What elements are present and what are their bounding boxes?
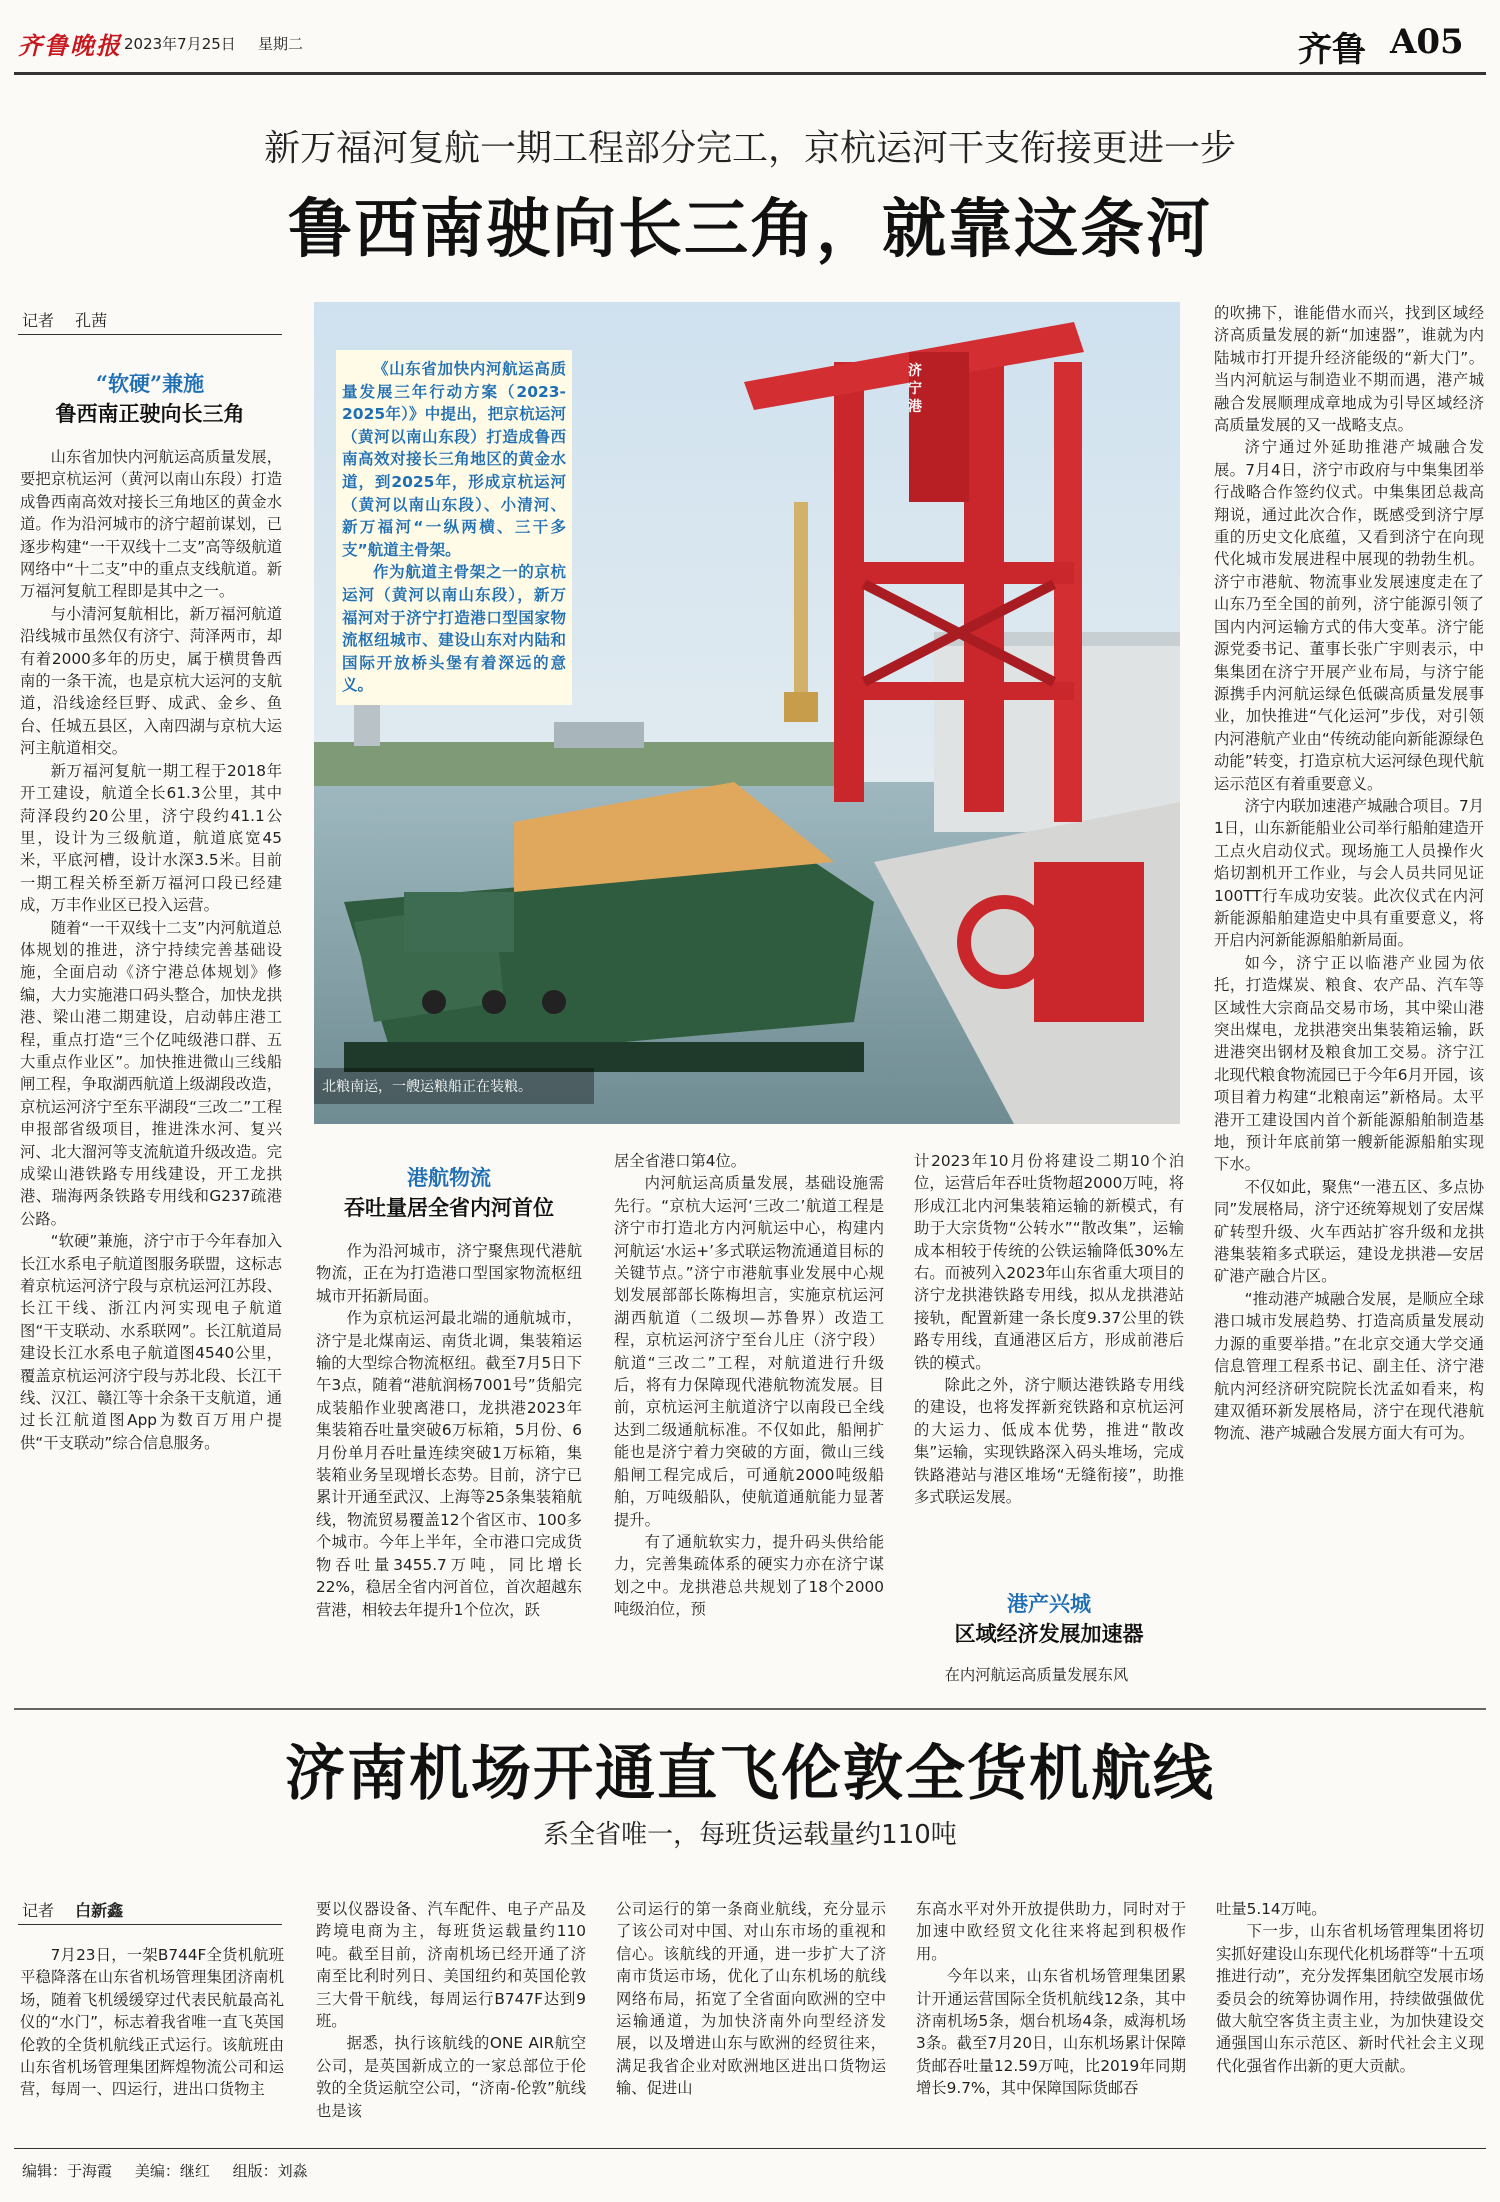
story2-column-1 (20, 1944, 284, 2132)
story2-headline: 济南机场开通直飞伦敦全货机航线 (285, 1739, 1215, 1809)
byline-name: 孔茜 (75, 311, 108, 330)
story2-column-5 (1216, 1898, 1484, 2132)
issue-weekday: 星期二 (258, 35, 304, 53)
paragraph: 计2023年10月份将建设二期10个泊位，运营后年吞吐货物超2000万吨，将形成江北内河集装箱运输的新模式，有助于大宗货物“公转水”“散改集”，运输成本相较于传统的公铁运输降低30%左右。而被列入2023年山东省重大项目的济宁龙拱港铁路专用线，拟从龙拱港站接轨，配置新建一条长度9.37公里的铁路专用线，直通港区后方，形成前港后铁的模式。 (914, 1152, 1184, 1372)
story2-subhead: 系全省唯一，每班货运载量约110吨 (543, 1820, 957, 1850)
paragraph: 山东省加快内河航运高质量发展，要把京杭运河（黄河以南山东段）打造成鲁西南高效对接长三角地区的黄金水道。作为沿河城市的济宁超前谋划，已逐步构建“一干双线十二支”高等级航道网络中“十二支”中的重点支线航道。新万福河复航工程即是其中之一。 (20, 448, 282, 601)
art-name: 继红 (179, 2162, 210, 2180)
story2-column-2 (316, 1898, 586, 2132)
story1-column-5 (1214, 302, 1484, 1688)
paragraph: 7月23日，一架B744F全货机航班平稳降落在山东省机场管理集团济南机场，随着飞机缓缓穿过代表民航最高礼仪的“水门”，标志着我省唯一直飞英国伦敦的全货机航线正式运行。该航班由山东省机场管理集团辉煌物流公司和运营，每周一、四运行，进出口货物主 (20, 1946, 284, 2099)
paragraph: 公司运行的第一条商业航线，充分显示了该公司对中国、对山东市场的重视和信心。该航线的开通，进一步扩大了济南市货运市场，优化了山东机场的航线网络布局，拓宽了全省面向欧洲的空中运输通道，为加快济南外向型经济发展，以及增进山东与欧洲的经贸往来，满足我省企业对欧洲地区进出口货物运输、促进山 (616, 1900, 886, 2098)
paragraph: 的吹拂下，谁能借水而兴，找到区域经济高质量发展的新“加速器”，谁就为内陆城市打开提升经济能级的“新大门”。当内河航运与制造业不期而遇，港产城融合发展顺理成章地成为引导区域经济高质量发展的又一战略支点。 (1214, 304, 1484, 435)
masthead-logo: 齐鲁晚报 (18, 31, 122, 60)
photo-label: 北粮南运，一艘运粮船正在装粮。 (322, 1079, 532, 1095)
art-label: 美编： (134, 2162, 180, 2180)
sec3-title-blue: 港产兴城 (1007, 1591, 1091, 1616)
paragraph: “软硬”兼施，济宁市于今年春加入长江水系电子航道图服务联盟，这标志着京杭运河济宁段与京杭运河江苏段、长江干线、浙江内河实现电子航道图“干支联动、水系联网”。长江航道局建设长江水系电子航道图4540公里，覆盖京杭运河济宁段与苏北段、长江干线、汉江、赣江等十余条干支航道，通过长江航道图App为数百万用户提供“干支联动”综合信息服务。 (20, 1232, 282, 1452)
paragraph: 在内河航运高质量发展东风 (944, 1666, 1129, 1684)
story1-column-2 (316, 1240, 582, 1688)
sec2-title: 吞吐量居全省内河首位 (344, 1195, 554, 1220)
paragraph: 据悉，执行该航线的ONE AIR航空公司，是英国新成立的一家总部位于伦敦的全货运航空公司，“济南-伦敦”航线也是该 (316, 2034, 586, 2120)
paragraph: 东高水平对外开放提供助力，同时对于加速中欧经贸文化往来将起到积极作用。 (916, 1900, 1186, 1963)
byline-name: 白新鑫 (75, 1901, 124, 1920)
page-number: A05 (1390, 22, 1464, 62)
sec3-title: 区域经济发展加速器 (954, 1621, 1144, 1646)
paragraph: 如今，济宁正以临港产业园为依托，打造煤炭、粮食、农产品、汽车等区域性大宗商品交易市场，其中梁山港突出煤电，龙拱港突出集装箱运输，跃进港突出钢材及粮食加工交易。济宁江北现代粮食物流园已于今年6月开园，该项目着力构建“北粮南运”新格局。太平港开工建设国内首个新能源船舶制造基地，预计年底前第一艘新能源船舶实现下水。 (1214, 953, 1484, 1174)
byline-rule (18, 1924, 282, 1925)
byline-rule (18, 334, 282, 335)
story2-byline (22, 1898, 123, 1921)
photo-caption-box (336, 350, 572, 705)
caption-paragraph: 作为航道主骨架之一的京杭运河（黄河以南山东段），新万福河对于济宁打造港口型国家物流枢纽城市、建设山东对内陆和国际开放桥头堡有着深远的意义。 (342, 563, 566, 695)
paragraph: 随着“一干双线十二支”内河航道总体规划的推进，济宁持续完善基础设施，全面启动《济宁港总体规划》修编，大力实施港口码头整合，加快龙拱港、梁山港二期建设，启动韩庄港工程，重点打造“三个亿吨级港口群、五大重点作业区”。加快推进微山三线船闸工程，争取湖西航道上级湖段改造，京杭运河济宁至东平湖段“三改二”工程申报部省级项目，推进洙水河、复兴河、北大溜河等支流航道升级改造。完成梁山港铁路专用线建设，开工龙拱港、瑞海两条铁路专用线和G237疏港公路。 (20, 918, 282, 1228)
paragraph: 有了通航软实力，提升码头供给能力，完善集疏体系的硬实力亦在济宁谋划之中。龙拱港总共规划了18个2000吨级泊位，预 (614, 1532, 884, 1619)
crane-sign: 济宁港 (908, 363, 922, 415)
story1-column-1 (20, 446, 282, 1688)
byline-label: 记者 (22, 311, 55, 330)
paragraph: 济宁内联加速港产城融合项目。7月1日，山东新能船业公司举行船舶建造开工点火启动仪式。现场施工人员操作火焰切割机开工作业，与会人员共同见证100TT行车成功安装。此次仪式在内河新能源船舶建造史中具有重要意义，将开启内河新能源船舶新局面。 (1214, 796, 1484, 950)
story1-byline (22, 308, 107, 331)
story1-column-4 (914, 1150, 1184, 1562)
paragraph: 不仅如此，聚焦“一港五区、多点协同”发展格局，济宁还统筹规划了安居煤矿转型升级、火车西站扩容升级和龙拱港集装箱多式联运，建设龙拱港—安居矿港产融合片区。 (1214, 1177, 1484, 1286)
footer-rule (14, 2148, 1486, 2149)
paragraph: 下一步，山东省机场管理集团将切实抓好建设山东现代化机场群等“十五项推进行动”，充分发挥集团航空发展市场委员会的统筹协调作用，持续做强做优做大航空客货主责主业，为加快建设交通强国山东示范区、新时代社会主义现代化强省作出新的更大贡献。 (1216, 1922, 1484, 2075)
paragraph: 作为沿河城市，济宁聚焦现代港航物流，正在为打造港口型国家物流枢纽城市开拓新局面。 (316, 1242, 582, 1305)
paragraph: 今年以来，山东省机场管理集团累计开通运营国际全货机航线12条，其中济南机场5条，烟台机场4条，威海机场3条。截至7月20日，山东机场累计保障货邮吞吐量12.59万吨，比2019年同期增长9.7%，其中保障国际货邮吞 (916, 1967, 1186, 2098)
caption-paragraph: 《山东省加快内河航运高质量发展三年行动方案（2023-2025年）》中提出，把京杭运河（黄河以南山东段）打造成鲁西南高效对接长三角地区的黄金水道，到2025年，形成京杭运河（黄河以南山东段）、小清河、新万福河“一纵两横、三干多支”航道主骨架。 (342, 360, 566, 559)
paragraph: 新万福河复航一期工程于2018年开工建设，航道全长61.3公里，其中菏泽段约20公里，济宁段约41.1公里，设计为三级航道，航道底宽45米，平底河槽，设计水深3.5米。目前一期工程关桥至新万福河口段已经建成，万丰作业区已投入运营。 (20, 761, 282, 915)
story2-column-3 (616, 1898, 886, 2132)
paragraph: 内河航运高质量发展，基础设施需先行。“京杭大运河‘三改二’航道工程是济宁市打造北方内河航运中心，构建内河航运‘水运+’多式联运物流通道目标的关键节点。”济宁市港航事业发展中心规划发展部部长陈梅坦言，实施京杭运河湖西航道（二级坝—苏鲁界）改造工程，京杭运河济宁至台儿庄（济宁段）航道“三改二”工程，对航道进行升级后，将有力保障现代港航物流发展。目前，京杭运河主航道济宁以南段已全线达到二级通航标准。不仅如此，船闸扩能也是济宁着力突破的方面，微山三线船闸工程完成后，可通航2000吨级船舶，万吨级船队，使航道通航能力显著提升。 (614, 1174, 884, 1529)
footer-credits (22, 2160, 308, 2181)
sec1-title: 鲁西南正驶向长三角 (55, 401, 245, 426)
sec1-title-blue: “软硬”兼施 (95, 371, 205, 396)
paragraph: 除此之外，济宁顺达港铁路专用线的建设，也将发挥新兖铁路和京杭运河的大运力、低成本优势，推进“散改集”运输，实现铁路深入码头堆场，完成铁路港站与港区堆场“无缝衔接”，助推多式联运发展。 (914, 1376, 1184, 1507)
layout-label: 组版： (232, 2162, 278, 2180)
editor-label: 编辑： (22, 2162, 68, 2180)
paragraph: “推动港产城融合发展，是顺应全球港口城市发展趋势、打造高质量发展动力源的重要举措。”在北京交通大学交通信息管理工程系书记、副主任、济宁港航内河经济研究院院长沈孟如看来，构建双循环新发展格局，济宁在现代港航物流、港产城融合发展方面大有可为。 (1214, 1289, 1484, 1443)
byline-label: 记者 (22, 1901, 55, 1920)
paragraph: 要以仪器设备、汽车配件、电子产品及跨境电商为主，每班货运载量约110吨。截至目前，济南机场已经开通了济南至比利时列日、美国纽约和英国伦敦三大骨干航线，每周运行B747F达到9班。 (316, 1900, 586, 2031)
story1-kicker: 新万福河复航一期工程部分完工，京杭运河干支衔接更进一步 (263, 128, 1236, 169)
paragraph: 吐量5.14万吨。 (1216, 1900, 1327, 1918)
layout-name: 刘淼 (277, 2162, 308, 2180)
paragraph: 居全省港口第4位。 (614, 1152, 747, 1170)
sec2-title-blue: 港航物流 (407, 1165, 491, 1190)
story2-column-4 (916, 1898, 1186, 2132)
paragraph: 作为京杭运河最北端的通航城市，济宁是北煤南运、南货北调，集装箱运输的大型综合物流枢纽。截至7月5日下午3点，随着“港航润杨7001号”货船完成装船作业驶离港口，龙拱港2023年集装箱吞吐量突破6万标箱，5月份、6月份单月吞吐量连续突破1万标箱，集装箱业务呈现增长态势。目前，济宁已累计开通至武汉、上海等25条集装箱航线，物流贸易覆盖12个省区市、100多个城市。今年上半年，全市港口完成货物吞吐量3455.7万吨，同比增长22%，稳居全省内河首位，首次超越东营港，相较去年提升1个位次，跃 (316, 1309, 582, 1619)
story1-headline: 鲁西南驶向长三角，就靠这条河 (288, 192, 1212, 267)
section-name: 齐鲁 (1298, 30, 1366, 70)
story1-column-4-tail (914, 1664, 1184, 1688)
editor-name: 于海霞 (67, 2162, 113, 2180)
harbor-photo (314, 302, 1180, 1124)
paragraph: 与小清河复航相比，新万福河航道沿线城市虽然仅有济宁、菏泽两市，却有着2000多年的历史，属于横贯鲁西南的一条干流，也是京杭大运河的支航道，沿线途经巨野、成武、金乡、鱼台、任城五县区，入南四湖与京杭大运河主航道相交。 (20, 604, 282, 758)
story-separator (14, 1708, 1486, 1710)
issue-date: 2023年7月25日 (124, 35, 236, 53)
header-rule (14, 72, 1486, 75)
story1-column-3 (614, 1150, 884, 1688)
paragraph: 济宁通过外延助推港产城融合发展。7月4日，济宁市政府与中集集团举行战略合作签约仪式。中集集团总裁高翔说，通过此次合作，既感受到济宁厚重的历史文化底蕴，又看到济宁在向现代化城市发展进程中展现的勃勃生机。济宁市港航、物流事业发展速度走在了山东乃至全国的前列，济宁能源引领了国内内河运输方式的伟大变革。济宁能源党委书记、董事长张广宇则表示，中集集团在济宁开展产业布局，与济宁能源携手内河航运绿色低碳高质量发展事业，加快推进“气化运河”步伐，对引领内河港航产业由“传统动能向新能源绿色动能”转变，打造京杭大运河绿色现代航运示范区有着重要意义。 (1214, 438, 1484, 793)
